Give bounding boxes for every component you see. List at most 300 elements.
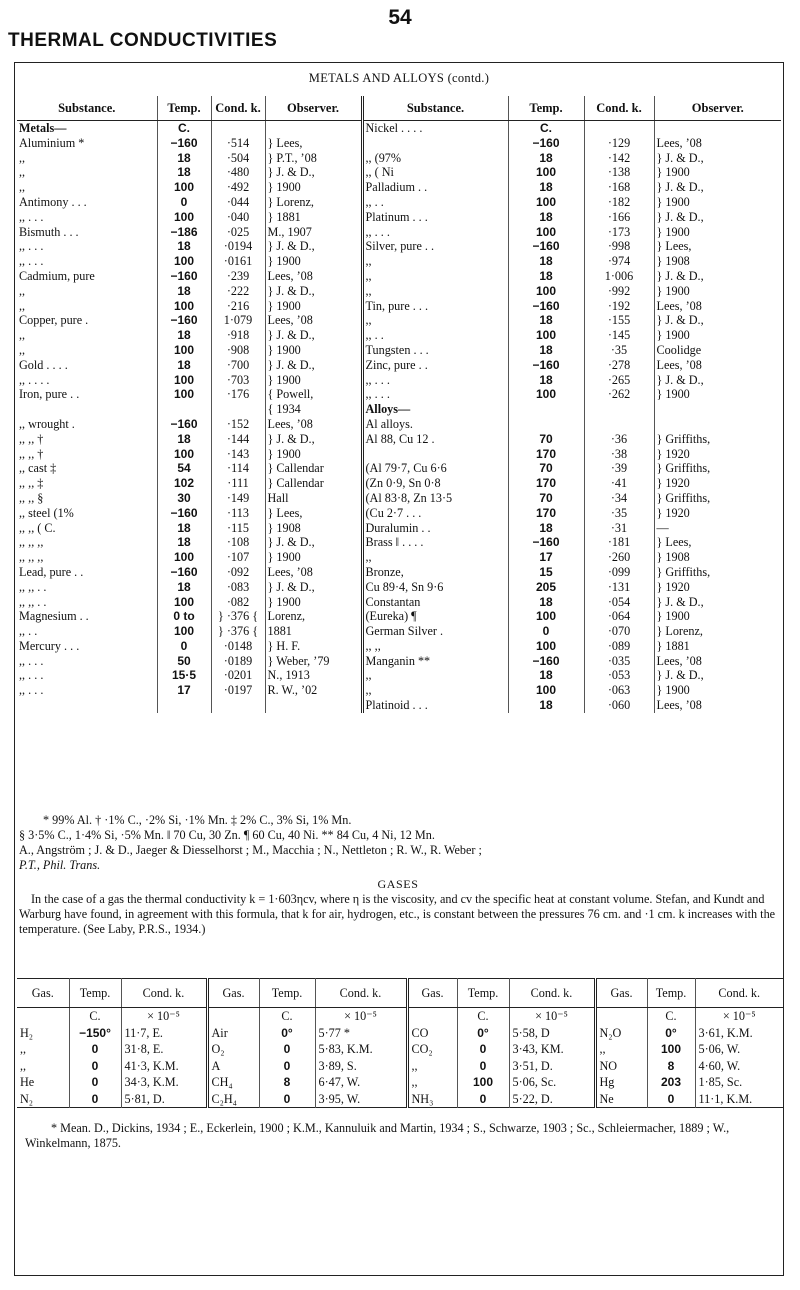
cond-cell: ·155: [584, 313, 654, 328]
substance-cell: ,, . . .: [19, 653, 44, 668]
observer-cell: } 1920: [654, 506, 781, 521]
temp-cell: 100: [157, 595, 211, 610]
gas-header-cell: Temp.: [259, 979, 315, 1008]
gas-header-cell: Gas.: [407, 979, 457, 1008]
gas-unit-cell: [17, 1008, 69, 1025]
temp-cell: 100: [157, 550, 211, 565]
substance-cell: Silver, pure . .: [362, 239, 508, 254]
temp-cell: 18: [157, 151, 211, 166]
cond-cell: ·0148: [211, 639, 265, 654]
temp-cell: 100: [508, 284, 584, 299]
cond-cell: [211, 121, 265, 136]
substance-cell: ,,: [362, 254, 508, 269]
substance-cell: Manganin **: [362, 654, 508, 669]
cond-cell: ·044: [211, 195, 265, 210]
temp-cell: 100: [157, 447, 211, 462]
cond-cell: ·992: [584, 284, 654, 299]
substance-cell: ,, ,, ( C.: [19, 520, 56, 535]
gas-cell: 34·3, K.M.: [121, 1074, 207, 1091]
substance-cell: ,,: [362, 313, 508, 328]
gas-cell: Ne: [595, 1091, 647, 1108]
header-temp: Temp.: [157, 96, 211, 121]
gas-unit-cell: C.: [457, 1008, 509, 1025]
observer-cell: } J. & D.,: [654, 180, 781, 195]
observer-cell: } Callendar: [265, 461, 362, 476]
cond-cell: ·083: [211, 580, 265, 595]
gas-cell: NO: [595, 1058, 647, 1075]
temp-cell: 18: [508, 151, 584, 166]
observer-cell: } J. & D.,: [654, 210, 781, 225]
observer-cell: Lees, ’08: [654, 698, 781, 713]
temp-cell: C.: [508, 121, 584, 136]
cond-cell: } ·376 {: [211, 609, 265, 624]
cond-cell: [584, 402, 654, 417]
temp-cell: −160: [157, 269, 211, 284]
gas-cell: 41·3, K.M.: [121, 1058, 207, 1075]
cond-cell: ·278: [584, 358, 654, 373]
gas-cell: 8: [647, 1058, 695, 1075]
temp-cell: 100: [157, 210, 211, 225]
cond-cell: [584, 417, 654, 432]
table-row: [17, 373, 781, 388]
temp-cell: 18: [508, 180, 584, 195]
observer-cell: } 1900: [265, 373, 362, 388]
observer-cell: [265, 698, 362, 713]
temp-cell: 17: [508, 550, 584, 565]
table-row: [17, 683, 781, 698]
substance-cell: (Eureka) ¶: [362, 609, 508, 624]
substance-cell: ,,: [362, 284, 508, 299]
observer-cell: } Griffiths,: [654, 461, 781, 476]
temp-cell: −160: [157, 313, 211, 328]
observer-cell: Hall: [265, 491, 362, 506]
cond-cell: ·053: [584, 668, 654, 683]
cond-cell: ·063: [584, 683, 654, 698]
gas-unit-cell: × 10⁻⁵: [315, 1008, 407, 1025]
gas-header-cell: Gas.: [17, 979, 69, 1008]
table-row: [17, 580, 781, 595]
observer-cell: { Powell,: [265, 387, 362, 402]
table-row: [17, 654, 781, 669]
substance-cell: ,, ,, ,,: [19, 535, 44, 550]
cond-cell: ·168: [584, 180, 654, 195]
gas-header-cell: Temp.: [457, 979, 509, 1008]
cond-cell: ·262: [584, 387, 654, 402]
table-row: [17, 491, 781, 506]
substance-cell: Al 88, Cu 12 .: [362, 432, 508, 447]
substance-cell: Mercury . . .: [19, 638, 80, 653]
notes-block: [19, 813, 777, 937]
substance-cell: ,,: [19, 165, 26, 180]
table-row: [17, 151, 781, 166]
observer-cell: Lorenz,: [265, 609, 362, 624]
gas-cell: 0: [457, 1041, 509, 1058]
observer-cell: } Lees,: [265, 136, 362, 151]
substance-cell: Zinc, pure . .: [362, 358, 508, 373]
gas-cell: 3·51, D.: [509, 1058, 595, 1075]
cond-cell: [211, 402, 265, 417]
cond-cell: ·41: [584, 476, 654, 491]
table-row: [17, 225, 781, 240]
header-substance: Substance.: [362, 96, 508, 121]
temp-cell: 0: [157, 195, 211, 210]
gas-cell: N₂O: [595, 1025, 647, 1042]
cond-cell: ·152: [211, 417, 265, 432]
observer-cell: Coolidge: [654, 343, 781, 358]
table-row: [17, 180, 781, 195]
gas-cell: A: [207, 1058, 259, 1075]
observer-cell: } J. & D.,: [265, 358, 362, 373]
substance-cell: ,,: [19, 180, 26, 195]
gas-cell: 0: [259, 1041, 315, 1058]
substance-cell: Aluminium *: [19, 135, 85, 150]
cond-cell: ·31: [584, 521, 654, 536]
gas-cell: 8: [259, 1074, 315, 1091]
temp-cell: 18: [157, 535, 211, 550]
substance-cell: Bismuth . . .: [19, 224, 79, 239]
header-cond: Cond. k.: [211, 96, 265, 121]
substance-cell: [17, 698, 157, 713]
gas-units-row: [17, 1008, 783, 1025]
observer-cell: } J. & D.,: [654, 151, 781, 166]
cond-cell: [584, 121, 654, 136]
observer-cell: } Griffiths,: [654, 432, 781, 447]
cond-cell: ·111: [211, 476, 265, 491]
substance-cell: Platinoid . . .: [362, 698, 508, 713]
observer-cell: Lees, ’08: [265, 269, 362, 284]
substance-cell: Duralumin . .: [362, 521, 508, 536]
cond-cell: ·138: [584, 165, 654, 180]
gas-cell: 5·77 *: [315, 1025, 407, 1042]
temp-cell: 18: [508, 373, 584, 388]
gas-cell: 11·7, E.: [121, 1025, 207, 1042]
substance-cell: ,, ,,: [362, 639, 508, 654]
table-row: [17, 506, 781, 521]
gas-cell: 0: [457, 1091, 509, 1108]
observer-cell: } Griffiths,: [654, 491, 781, 506]
gas-cell: 3·95, W.: [315, 1091, 407, 1108]
cond-cell: ·054: [584, 595, 654, 610]
cond-cell: ·181: [584, 535, 654, 550]
cond-cell: ·082: [211, 595, 265, 610]
temp-cell: 100: [157, 180, 211, 195]
temp-cell: 100: [157, 373, 211, 388]
table-row: [17, 698, 781, 713]
temp-cell: −160: [157, 136, 211, 151]
gas-cell: 0: [69, 1058, 121, 1075]
observer-cell: } Callendar: [265, 476, 362, 491]
temp-cell: −160: [508, 299, 584, 314]
temp-cell: 18: [508, 668, 584, 683]
temp-cell: 70: [508, 432, 584, 447]
gas-cell: 0°: [259, 1025, 315, 1042]
gas-cell: 5·58, D: [509, 1025, 595, 1042]
header-observer: Observer.: [265, 96, 362, 121]
observer-cell: } Lees,: [265, 506, 362, 521]
substance-cell: Antimony . . .: [19, 194, 87, 209]
substance-cell: ,, . .: [362, 328, 508, 343]
observer-cell: } J. & D.,: [654, 373, 781, 388]
table-row: [17, 461, 781, 476]
cond-cell: ·131: [584, 580, 654, 595]
substance-cell: ,,: [362, 550, 508, 565]
temp-cell: 18: [508, 698, 584, 713]
temp-cell: 100: [508, 165, 584, 180]
observer-cell: } J. & D.,: [654, 313, 781, 328]
cond-cell: ·149: [211, 491, 265, 506]
gas-unit-cell: [595, 1008, 647, 1025]
gas-cell: Hg: [595, 1074, 647, 1091]
observer-cell: } 1900: [265, 254, 362, 269]
substance-cell: Tin, pure . . .: [362, 299, 508, 314]
substance-cell: ,, . . .: [362, 387, 508, 402]
temp-cell: 18: [508, 254, 584, 269]
substance-cell: Palladium . .: [362, 180, 508, 195]
gas-footnote: * Mean. D., Dickins, 1934 ; E., Eckerlein, 1900 ; K.M., Kannuluik and Martin, 1934 ; S., Schwarze, 1903 ; Sc., Schleiermacher, 1889 ; W., Winkelmann, 1875.: [25, 1121, 730, 1150]
table-row: [17, 254, 781, 269]
substance-cell: Magnesium . .: [19, 609, 89, 624]
table-row: [17, 535, 781, 550]
gas-header-cell: Temp.: [647, 979, 695, 1008]
temp-cell: 100: [157, 624, 211, 639]
cond-cell: ·0161: [211, 254, 265, 269]
header-temp: Temp.: [508, 96, 584, 121]
gas-unit-cell: [407, 1008, 457, 1025]
substance-cell: Iron, pure . .: [19, 387, 80, 402]
cond-cell: ·39: [584, 461, 654, 476]
cond-cell: ·34: [584, 491, 654, 506]
cond-cell: ·145: [584, 328, 654, 343]
cond-cell: ·129: [584, 136, 654, 151]
temp-cell: [157, 402, 211, 417]
temp-cell: 15: [508, 565, 584, 580]
cond-cell: ·166: [584, 210, 654, 225]
substance-cell: ,, ( Ni: [362, 165, 508, 180]
temp-cell: 100: [508, 387, 584, 402]
gas-unit-cell: × 10⁻⁵: [509, 1008, 595, 1025]
observer-cell: } 1908: [654, 254, 781, 269]
observer-cell: Lees, ’08: [265, 313, 362, 328]
gas-cell: 0: [259, 1058, 315, 1075]
substance-cell: (Cu 2·7 . . .: [362, 506, 508, 521]
gas-cell: 3·43, KM.: [509, 1041, 595, 1058]
content-frame: [14, 62, 784, 1276]
gas-cell: H₂: [20, 1025, 34, 1040]
observer-cell: 1881: [265, 624, 362, 639]
cond-cell: ·113: [211, 506, 265, 521]
substance-cell: ,,: [19, 328, 26, 343]
gas-row: [17, 1058, 783, 1075]
observer-cell: [654, 402, 781, 417]
cond-cell: ·035: [584, 654, 654, 669]
temp-cell: 18: [508, 521, 584, 536]
cond-cell: ·040: [211, 210, 265, 225]
temp-cell: 18: [157, 580, 211, 595]
observer-cell: } 1920: [654, 447, 781, 462]
gas-cell: O₂: [207, 1041, 259, 1058]
cond-cell: ·265: [584, 373, 654, 388]
temp-cell: −160: [508, 239, 584, 254]
gas-header-cell: Gas.: [207, 979, 259, 1008]
table-row: [17, 624, 781, 639]
observer-cell: } J. & D.,: [265, 239, 362, 254]
temp-cell: −160: [508, 358, 584, 373]
observer-cell: —: [654, 521, 781, 536]
footnote-line: * 99% Al. † ·1% C., ·2% Si, ·1% Mn. ‡ 2% C., 3% Si, 1% Mn.: [43, 813, 352, 827]
table-row: [17, 195, 781, 210]
gas-cell: 3·89, S.: [315, 1058, 407, 1075]
observer-cell: } J. & D.,: [654, 668, 781, 683]
table-row: [17, 343, 781, 358]
cond-cell: [211, 698, 265, 713]
observer-cell: { 1934: [265, 402, 362, 417]
temp-cell: 170: [508, 476, 584, 491]
temp-cell: 100: [508, 225, 584, 240]
observer-cell: Lees, ’08: [654, 136, 781, 151]
gas-cell: 11·1, K.M.: [695, 1091, 783, 1108]
cond-cell: ·070: [584, 624, 654, 639]
cond-cell: ·060: [584, 698, 654, 713]
substance-cell: ,, wrought .: [19, 416, 75, 431]
gas-cell: 0: [69, 1091, 121, 1108]
gas-unit-cell: C.: [259, 1008, 315, 1025]
observer-cell: } 1900: [654, 195, 781, 210]
observer-cell: } Griffiths,: [654, 565, 781, 580]
substance-cell: ,, . . .: [19, 209, 44, 224]
gas-cell: 6·47, W.: [315, 1074, 407, 1091]
header-cond: Cond. k.: [584, 96, 654, 121]
substance-cell: ,,: [362, 269, 508, 284]
substance-cell: ,, . . .: [19, 239, 44, 254]
gas-cell: 5·06, Sc.: [509, 1074, 595, 1091]
observer-cell: } 1908: [654, 550, 781, 565]
substance-cell: Copper, pure .: [19, 313, 89, 328]
gas-row: [17, 1091, 783, 1108]
substance-cell: German Silver .: [362, 624, 508, 639]
cond-cell: ·114: [211, 461, 265, 476]
observer-cell: Lees, ’08: [265, 565, 362, 580]
gas-row: [17, 1025, 783, 1042]
temp-cell: 30: [157, 491, 211, 506]
temp-cell: 18: [157, 432, 211, 447]
temp-cell: 18: [508, 269, 584, 284]
temp-cell: 18: [508, 210, 584, 225]
observer-cell: [654, 121, 781, 136]
table-row: [17, 299, 781, 314]
temp-cell: 100: [508, 609, 584, 624]
observer-cell: } J. & D.,: [265, 284, 362, 299]
table-row: [17, 595, 781, 610]
gas-row: [17, 1041, 783, 1058]
gas-header-cell: Gas.: [595, 979, 647, 1008]
gas-cell: CO: [407, 1025, 457, 1042]
observer-cell: } 1900: [654, 328, 781, 343]
substance-cell: ,,: [19, 342, 26, 357]
substance-cell: Alloys—: [362, 402, 508, 417]
substance-cell: Lead, pure . .: [19, 564, 84, 579]
substance-cell: ,, ,, ,,: [19, 550, 44, 565]
substance-cell: ,, ,, . .: [19, 594, 47, 609]
gas-header-cell: Cond. k.: [509, 979, 595, 1008]
header-substance: Substance.: [17, 96, 157, 121]
temp-cell: 70: [508, 461, 584, 476]
substance-cell: ,, (97%: [362, 151, 508, 166]
cond-cell: ·239: [211, 269, 265, 284]
substance-cell: [362, 447, 508, 462]
cond-cell: ·504: [211, 151, 265, 166]
table-row: [17, 609, 781, 624]
observer-cell: Lees, ’08: [654, 299, 781, 314]
running-title: THERMAL CONDUCTIVITIES: [8, 30, 278, 51]
temp-cell: −160: [508, 654, 584, 669]
temp-cell: −160: [157, 417, 211, 432]
cond-cell: ·222: [211, 284, 265, 299]
gas-cell: 0°: [647, 1025, 695, 1042]
observer-cell: } J. & D.,: [654, 269, 781, 284]
observer-cell: Lees, ’08: [654, 654, 781, 669]
gas-cell: NH₃: [407, 1091, 457, 1108]
gas-unit-cell: [207, 1008, 259, 1025]
table-row: [17, 476, 781, 491]
cond-cell: ·089: [584, 639, 654, 654]
cond-cell: ·0194: [211, 239, 265, 254]
gas-cell: ,,: [20, 1042, 27, 1056]
cond-cell: ·108: [211, 535, 265, 550]
table-row: [17, 269, 781, 284]
gas-cell: He: [20, 1075, 35, 1089]
substance-cell: [362, 136, 508, 151]
temp-cell: 100: [157, 299, 211, 314]
cond-cell: ·115: [211, 521, 265, 536]
temp-cell: 100: [157, 387, 211, 402]
gas-cell: 0: [259, 1091, 315, 1108]
observer-cell: } J. & D.,: [265, 580, 362, 595]
observer-cell: } H. F.: [265, 639, 362, 654]
table-row: [17, 284, 781, 299]
table-row: [17, 550, 781, 565]
temp-cell: 102: [157, 476, 211, 491]
gas-cell: CH₄: [207, 1074, 259, 1091]
table-row: [17, 239, 781, 254]
observer-cell: } 1900: [654, 225, 781, 240]
substance-cell: ,, ,, §: [19, 490, 44, 505]
cond-cell: ·092: [211, 565, 265, 580]
substance-cell: (Al 79·7, Cu 6·6: [362, 461, 508, 476]
cond-cell: ·0197: [211, 683, 265, 698]
observer-cell: } 1900: [654, 165, 781, 180]
substance-cell: ,,: [19, 283, 26, 298]
cond-cell: ·480: [211, 165, 265, 180]
gas-unit-cell: C.: [69, 1008, 121, 1025]
temp-cell: 170: [508, 506, 584, 521]
temp-cell: −160: [157, 565, 211, 580]
gas-cell: 5·81, D.: [121, 1091, 207, 1108]
temp-cell: 54: [157, 461, 211, 476]
temp-cell: 50: [157, 654, 211, 669]
substance-cell: Al alloys.: [362, 417, 508, 432]
temp-cell: 15·5: [157, 668, 211, 683]
gas-row: [17, 1074, 783, 1091]
gas-cell: 0: [457, 1058, 509, 1075]
substance-cell: (Al 83·8, Zn 13·5: [362, 491, 508, 506]
temp-cell: 18: [157, 239, 211, 254]
table-row: [17, 210, 781, 225]
cond-cell: ·182: [584, 195, 654, 210]
table-row: [17, 165, 781, 180]
temp-cell: 17: [157, 683, 211, 698]
observer-cell: } 1900: [654, 683, 781, 698]
temp-cell: 100: [508, 195, 584, 210]
